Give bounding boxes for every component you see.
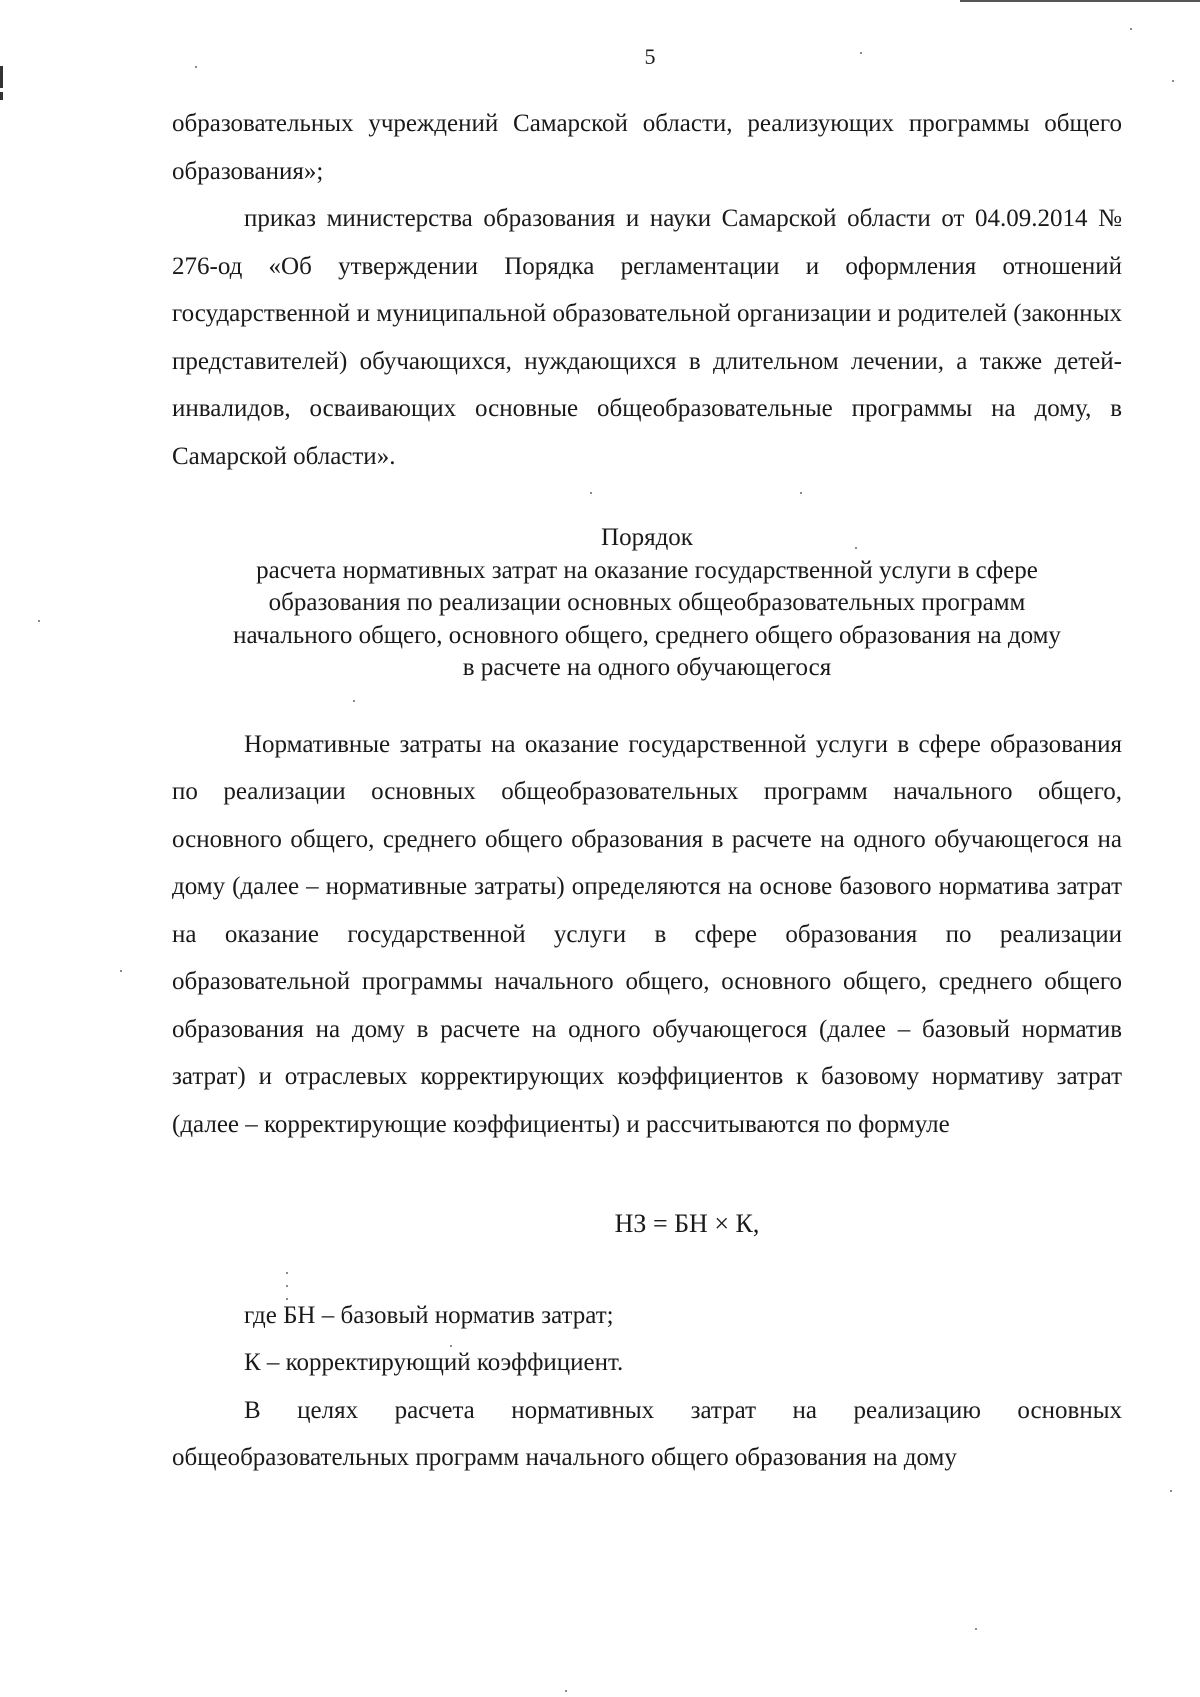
scan-speck [1170, 1490, 1172, 1492]
definition-line: К – корректирующий коэффициент. [244, 1349, 624, 1376]
paragraph-final: В целях расчета нормативных затрат на реализацию основных общеобразовательных программ начального общего образования на дому [172, 1396, 1122, 1471]
paragraph-continuation: образовательных учреждений Самарской области, реализующих программы общего образования»; [172, 110, 1122, 185]
paragraph-normative-costs: Нормативные затраты на оказание государственной услуги в сфере образования по реализации основных общеобразовательных программ начального общего, основного общего, среднего общего образования в расчете на одного обучающегося на дому (далее – нормативные затраты) определяются на основе базового норматива затрат на оказание государственной услуги в сфере образования по реализации образовательной программы начального общего, основного общего, среднего общего образования на дому в расчете на одного обучающегося (далее – базовый норматив затрат) и отраслевых корректирующих коэффициентов к базовому нормативу затрат (далее – корректирующие коэффициенты) и рассчитываются по формуле [172, 730, 1122, 1138]
paragraph-order-reference: приказ министерства образования и науки Самарской области от 04.09.2014 № 276-од «Об утверждении Порядка регламентации и оформления отношений государственной и муниципальной образовательной организации и родителей (законных представителей) обучающихся, нуждающихся в длительном лечении, а также детей-инвалидов, осваивающих основные общеобразовательные программы на дому, в Самарской области». [172, 205, 1122, 470]
scan-artifact-mark [0, 92, 3, 100]
scan-speck [120, 970, 122, 972]
formula: НЗ = БН × К, [614, 1209, 760, 1238]
section-heading [172, 522, 1122, 685]
heading-subtitle: расчета нормативных затрат на оказание государственной услуги в сфере образования по реализации основных общеобразовательных программ начального общего, основного общего, среднего общего образования на дому в расчете на одного обучающегося [233, 556, 1061, 681]
scan-speck [565, 1690, 567, 1692]
scan-artifact-line [960, 0, 1200, 2]
scan-speck [38, 620, 40, 622]
page-number: 5 [644, 44, 656, 69]
scan-speck [1172, 80, 1174, 82]
scan-speck [1130, 28, 1132, 30]
scan-speck [975, 1628, 977, 1630]
heading-title: Порядок [601, 524, 693, 551]
document-body [172, 100, 1122, 1482]
definition-line: где БН – базовый норматив затрат; [244, 1301, 614, 1329]
